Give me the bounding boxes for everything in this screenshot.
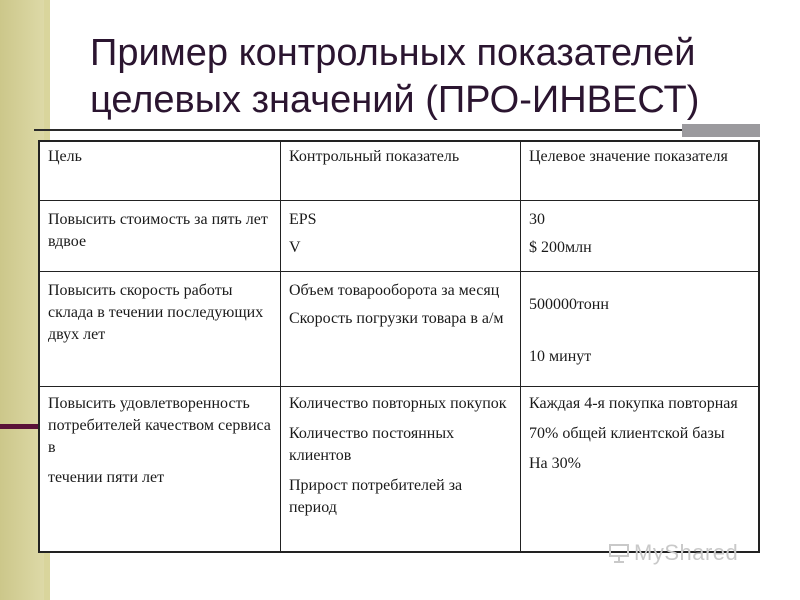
target-text: 500000тонн [529, 296, 609, 313]
cell-target [521, 272, 760, 387]
indicator-text: Скорость погрузки товара в а/м [289, 310, 504, 327]
goal-text: течении пяти лет [48, 469, 165, 486]
title-divider [34, 129, 760, 131]
indicator-text: Количество постоянных клиентов [289, 425, 455, 464]
cell-indicator [281, 272, 521, 387]
presentation-board-icon [608, 543, 630, 563]
header-target: Целевое значение показателя [521, 141, 760, 201]
target-text: 70% общей клиентской базы [529, 425, 725, 442]
title-divider-accent [682, 124, 760, 137]
cell-target [521, 201, 760, 272]
goal-text: Повысить стоимость за пять лет вдвое [48, 211, 268, 250]
cell-indicator [281, 201, 521, 272]
table-row [39, 272, 759, 387]
watermark [608, 540, 738, 566]
table-row [39, 201, 759, 272]
indicator-text: EPS [289, 211, 317, 228]
target-text: $ 200млн [529, 239, 592, 256]
target-text: Каждая 4-я покупка повторная [529, 395, 738, 412]
cell-goal [39, 272, 281, 387]
target-text: 30 [529, 211, 545, 228]
title-line-2: целевых значений (ПРО-ИНВЕСТ) [90, 79, 700, 121]
table-header-row [39, 141, 759, 201]
goal-text: Повысить удовлетворенность потребителей качеством сервиса в [48, 395, 271, 456]
indicator-text: Количество повторных покупок [289, 395, 507, 412]
indicator-text: V [289, 239, 301, 256]
cell-goal [39, 201, 281, 272]
kpi-table [38, 140, 760, 553]
target-text: На 30% [529, 455, 581, 472]
cell-goal [39, 387, 281, 553]
header-goal: Цель [39, 141, 281, 201]
indicator-text: Прирост потребителей за период [289, 477, 463, 516]
goal-text: Повысить скорость работы склада в течении последующих двух лет [48, 282, 264, 343]
cell-indicator [281, 387, 521, 553]
target-text: 10 минут [529, 348, 592, 365]
table-row [39, 387, 759, 553]
header-indicator: Контрольный показатель [281, 141, 521, 201]
slide-title [90, 30, 770, 124]
indicator-text: Объем товарооборота за месяц [289, 282, 500, 299]
watermark-text: MyShared [634, 540, 739, 565]
title-line-1: Пример контрольных показателей [90, 32, 696, 74]
cell-target [521, 387, 760, 553]
